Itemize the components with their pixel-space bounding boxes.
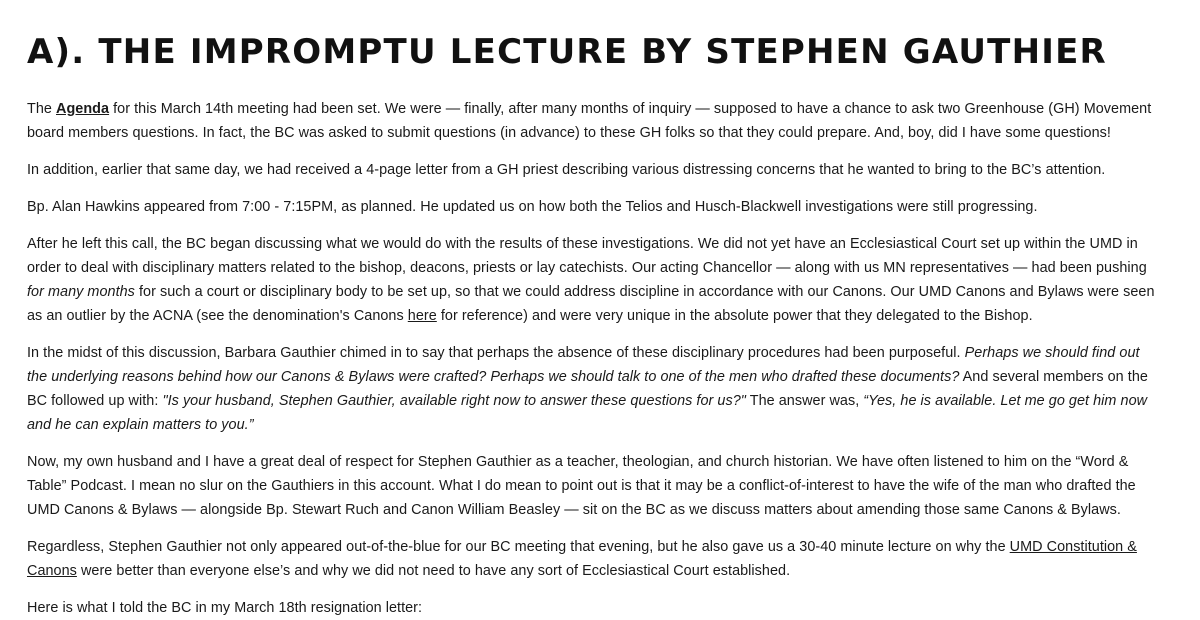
here-link[interactable]: here [407, 308, 437, 324]
text: for such a court or disciplinary body to be set up, so that we could address discipline in accordance with our Canons. Our UMD Canons and Bylaws were seen as an outlier by the ACNA (see the denomination's Canons [27, 284, 1155, 324]
emphasis-quote: "Is your husband, Stephen Gauthier, available right now to answer these questions for us?" [162, 393, 746, 409]
paragraph-lecture [27, 535, 1157, 583]
text: for this March 14th meeting had been set. We were — finally, after many months of inquiry — supposed to have a chance to ask two Greenhouse (GH) Movement board members questions. In fact, the BC was asked to submit questions (in advance) to these GH folks so that they could prepare. And, boy, did I have some questions! [27, 101, 1152, 141]
text: The [27, 101, 56, 117]
constitution-canons-link[interactable]: UMD Constitution & Canons [27, 539, 1137, 579]
text: The answer was, [745, 393, 864, 409]
text: In the midst of this discussion, Barbara Gauthier chimed in to say that perhaps the absence of these disciplinary procedures had been purposeful. [27, 345, 965, 361]
paragraph-resignation: Here is what I told the BC in my March 18th resignation letter: [27, 600, 423, 616]
text: Regardless, Stephen Gauthier not only appeared out-of-the-blue for our BC meeting that evening, but he also gave us a 30-40 minute lecture on why the [27, 539, 1010, 555]
text: for reference) and were very unique in the absolute power that they delegated to the Bishop. [436, 308, 1033, 324]
section-title: A). THE IMPROMPTU LECTURE BY STEPHEN GAUTHIER [27, 32, 1107, 72]
text: were better than everyone else’s and why we did not need to have any sort of Ecclesiastical Court established. [76, 563, 791, 579]
text: After he left this call, the BC began discussing what we would do with the results of these investigations. We did not yet have an Ecclesiastical Court set up within the UMD in order to deal with disciplinary matters related to the bishop, deacons, priests or lay catechists. Our acting Chancellor — along with us MN representatives — had been pushing [27, 236, 1147, 276]
paragraph-court [27, 232, 1157, 328]
text: And several members on the BC followed up with: [27, 369, 1148, 409]
agenda-link[interactable]: Agenda [56, 101, 110, 117]
paragraph-hawkins: Bp. Alan Hawkins appeared from 7:00 - 7:15PM, as planned. He updated us on how both the Telios and Husch-Blackwell investigations were still progressing. [27, 199, 1038, 215]
emphasis-text: Perhaps we should find out the underlying reasons behind how our Canons & Bylaws were crafted? Perhaps we should talk to one of the men who drafted these documents? [27, 345, 1140, 385]
paragraph-letter: In addition, earlier that same day, we had received a 4-page letter from a GH priest describing various distressing concerns that he wanted to bring to the BC’s attention. [27, 162, 1106, 178]
paragraph-respect: Now, my own husband and I have a great deal of respect for Stephen Gauthier as a teacher, theologian, and church historian. We have often listened to him on the “Word & Table” Podcast. I mean no slur on the Gauthiers in this account. What I do mean to point out is that it may be a conflict-of-interest to have the wife of the man who drafted the UMD Canons & Bylaws — alongside Bp. Stewart Ruch and Canon William Beasley — sit on the BC as we discuss matters about amending those same Canons & Bylaws. [27, 454, 1136, 518]
paragraph-agenda [27, 97, 1157, 145]
emphasis-text: for many months [27, 284, 135, 300]
emphasis-quote: “Yes, he is available. Let me go get him now and he can explain matters to you.” [27, 393, 1148, 433]
paragraph-discussion [27, 341, 1157, 437]
